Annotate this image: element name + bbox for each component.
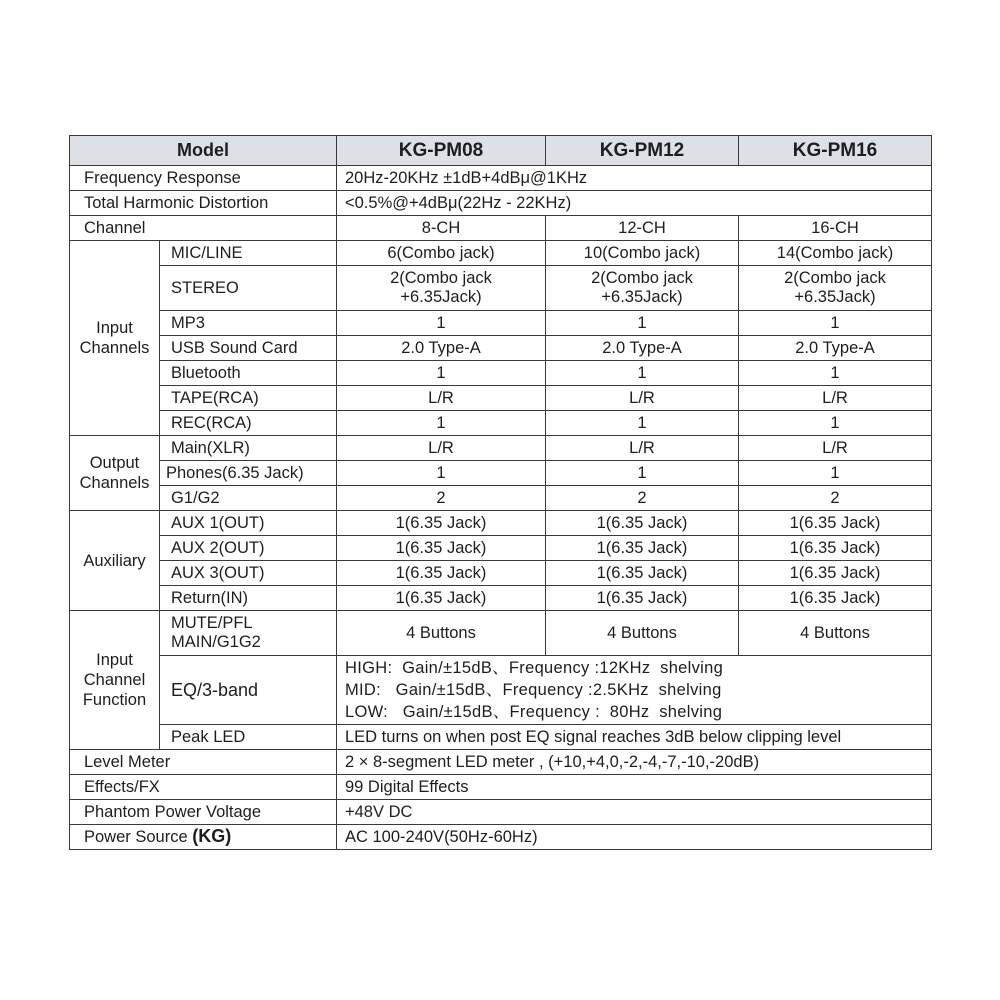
cell-main-pm12: L/R [546,436,739,461]
cell-aux3-pm08: 1(6.35 Jack) [337,561,546,586]
row-label-effects: Effects/FX [70,775,337,800]
table-row [70,411,932,436]
table-row [70,486,932,511]
row-label-channel: Channel [70,216,337,241]
cell-aux3-pm16: 1(6.35 Jack) [739,561,932,586]
table-row [70,191,932,216]
row-label-mute-pfl: MUTE/PFL MAIN/G1G2 [160,611,337,656]
cell-phones-pm12: 1 [546,461,739,486]
table-row [70,386,932,411]
cell-tape-pm16: L/R [739,386,932,411]
row-label-usb-sound-card: USB Sound Card [160,336,337,361]
cell-channel-pm16: 16-CH [739,216,932,241]
cell-stereo-pm16: 2(Combo jack +6.35Jack) [739,266,932,311]
value-level-meter: 2 × 8-segment LED meter , (+10,+4,0,-2,-4,-7,-10,-20dB) [337,750,932,775]
cell-return-pm16: 1(6.35 Jack) [739,586,932,611]
cell-g1g2-pm16: 2 [739,486,932,511]
table-row [70,825,932,850]
table-row [70,586,932,611]
cell-aux1-pm16: 1(6.35 Jack) [739,511,932,536]
group-auxiliary: Auxiliary [70,511,160,611]
cell-usb-pm08: 2.0 Type-A [337,336,546,361]
cell-rec-pm16: 1 [739,411,932,436]
cell-aux2-pm08: 1(6.35 Jack) [337,536,546,561]
header-row [70,136,932,166]
group-output-channels: Output Channels [70,436,160,511]
row-label-bluetooth: Bluetooth [160,361,337,386]
power-source-label: Power Source [84,828,188,846]
cell-tape-pm12: L/R [546,386,739,411]
cell-aux1-pm12: 1(6.35 Jack) [546,511,739,536]
cell-usb-pm12: 2.0 Type-A [546,336,739,361]
value-power-source: AC 100-240V(50Hz-60Hz) [337,825,932,850]
cell-usb-pm16: 2.0 Type-A [739,336,932,361]
cell-g1g2-pm08: 2 [337,486,546,511]
power-source-brand: (KG) [192,826,232,846]
cell-aux2-pm12: 1(6.35 Jack) [546,536,739,561]
row-label-aux3: AUX 3(OUT) [160,561,337,586]
row-label-eq-3band: EQ/3-band [160,656,337,725]
cell-channel-pm12: 12-CH [546,216,739,241]
cell-bluetooth-pm08: 1 [337,361,546,386]
row-label-power-source [70,825,337,850]
cell-mute-pm12: 4 Buttons [546,611,739,656]
cell-stereo-pm12: 2(Combo jack +6.35Jack) [546,266,739,311]
cell-main-pm16: L/R [739,436,932,461]
header-kg-pm08: KG-PM08 [337,136,546,166]
table-row [70,511,932,536]
row-label-peak-led: Peak LED [160,725,337,750]
row-label-rec-rca: REC(RCA) [160,411,337,436]
table-row [70,725,932,750]
table-row [70,461,932,486]
row-label-aux1: AUX 1(OUT) [160,511,337,536]
row-label-stereo: STEREO [160,266,337,311]
cell-mic-line-pm08: 6(Combo jack) [337,241,546,266]
value-phantom: +48V DC [337,800,932,825]
table-row [70,611,932,656]
cell-g1g2-pm12: 2 [546,486,739,511]
cell-rec-pm12: 1 [546,411,739,436]
group-input-channel-function: Input Channel Function [70,611,160,750]
table-row [70,750,932,775]
row-label-tape-rca: TAPE(RCA) [160,386,337,411]
row-label-mp3: MP3 [160,311,337,336]
header-kg-pm12: KG-PM12 [546,136,739,166]
cell-aux3-pm12: 1(6.35 Jack) [546,561,739,586]
value-eq-3band: HIGH: Gain/±15dB、Frequency :12KHz shelving MID: Gain/±15dB、Frequency :2.5KHz shelving LOW: Gain/±15dB、Frequency : 80Hz shelving [337,656,932,725]
row-label-phones: Phones(6.35 Jack) [160,461,337,486]
row-label-level-meter: Level Meter [70,750,337,775]
table-row [70,361,932,386]
value-peak-led: LED turns on when post EQ signal reaches 3dB below clipping level [337,725,932,750]
header-model: Model [70,136,337,166]
table-row [70,656,932,725]
table-row [70,241,932,266]
cell-stereo-pm08: 2(Combo jack +6.35Jack) [337,266,546,311]
cell-return-pm12: 1(6.35 Jack) [546,586,739,611]
cell-return-pm08: 1(6.35 Jack) [337,586,546,611]
cell-bluetooth-pm16: 1 [739,361,932,386]
row-label-phantom: Phantom Power Voltage [70,800,337,825]
group-input-channels: Input Channels [70,241,160,436]
value-thd: <0.5%@+4dBμ(22Hz - 22KHz) [337,191,932,216]
cell-mp3-pm08: 1 [337,311,546,336]
row-label-mic-line: MIC/LINE [160,241,337,266]
cell-rec-pm08: 1 [337,411,546,436]
cell-mp3-pm16: 1 [739,311,932,336]
header-kg-pm16: KG-PM16 [739,136,932,166]
cell-aux1-pm08: 1(6.35 Jack) [337,511,546,536]
table-row [70,561,932,586]
cell-phones-pm08: 1 [337,461,546,486]
spec-table [69,135,932,850]
row-label-aux2: AUX 2(OUT) [160,536,337,561]
cell-tape-pm08: L/R [337,386,546,411]
row-label-frequency-response: Frequency Response [70,166,337,191]
table-row [70,216,932,241]
cell-channel-pm08: 8-CH [337,216,546,241]
value-frequency-response: 20Hz-20KHz ±1dB+4dBμ@1KHz [337,166,932,191]
cell-mute-pm16: 4 Buttons [739,611,932,656]
table-row [70,166,932,191]
table-row [70,800,932,825]
cell-mute-pm08: 4 Buttons [337,611,546,656]
cell-mp3-pm12: 1 [546,311,739,336]
value-effects: 99 Digital Effects [337,775,932,800]
table-row [70,536,932,561]
row-label-main-xlr: Main(XLR) [160,436,337,461]
cell-phones-pm16: 1 [739,461,932,486]
table-row [70,311,932,336]
table-row [70,266,932,311]
cell-mic-line-pm12: 10(Combo jack) [546,241,739,266]
row-label-g1-g2: G1/G2 [160,486,337,511]
cell-bluetooth-pm12: 1 [546,361,739,386]
cell-mic-line-pm16: 14(Combo jack) [739,241,932,266]
row-label-return: Return(IN) [160,586,337,611]
row-label-thd: Total Harmonic Distortion [70,191,337,216]
table-row [70,775,932,800]
cell-main-pm08: L/R [337,436,546,461]
cell-aux2-pm16: 1(6.35 Jack) [739,536,932,561]
table-row [70,436,932,461]
table-row [70,336,932,361]
